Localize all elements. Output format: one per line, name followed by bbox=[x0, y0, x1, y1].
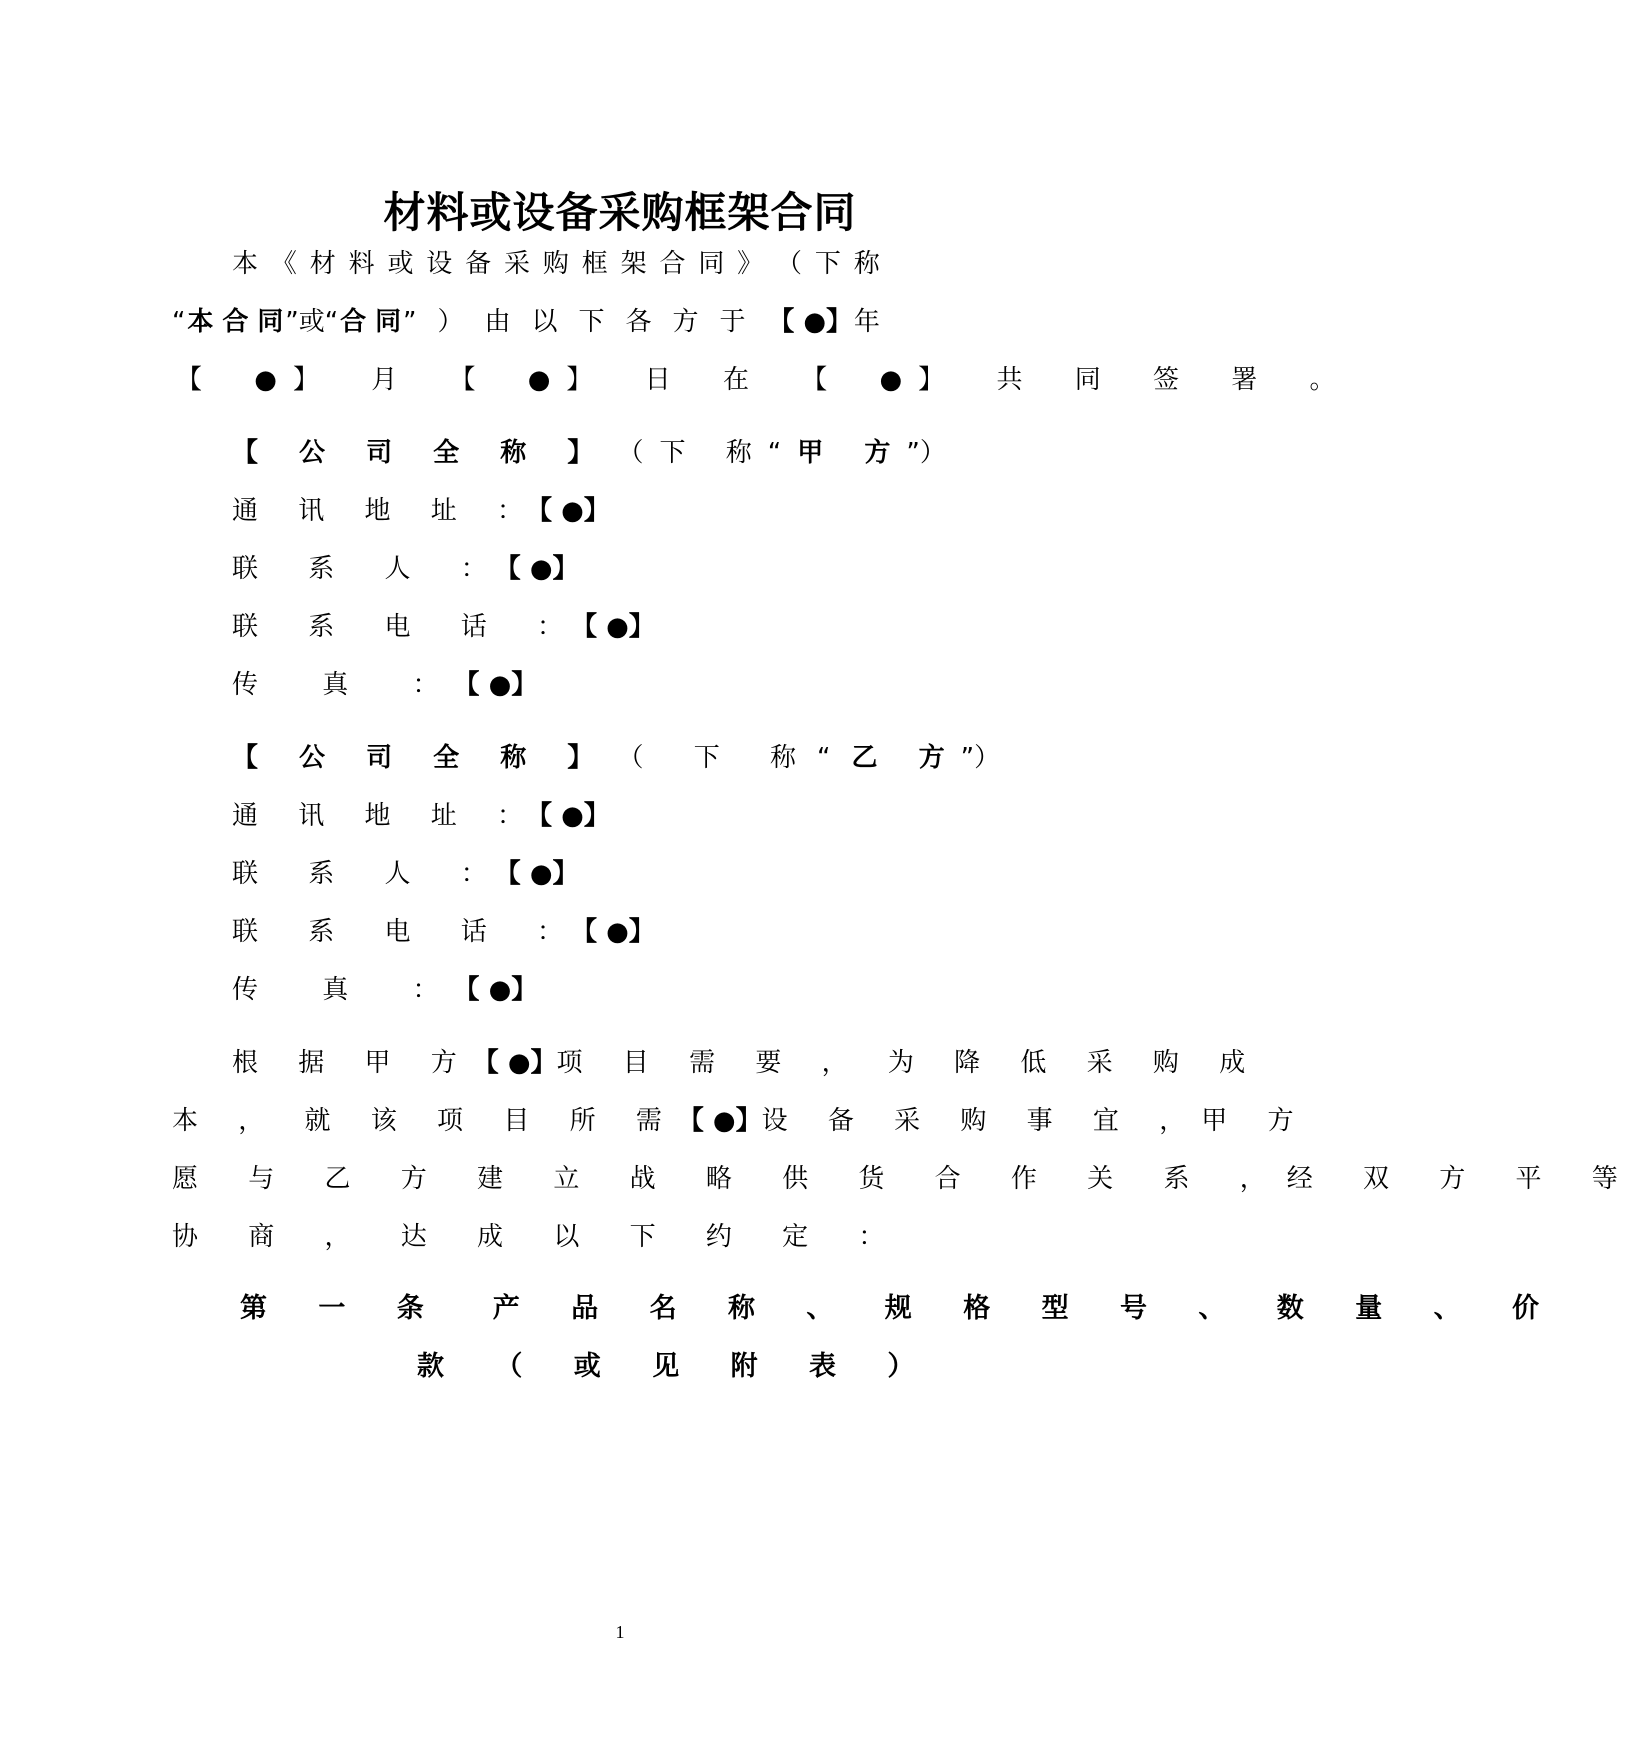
party-a-phone bbox=[232, 609, 655, 645]
fax-label: 传 真 ： bbox=[232, 975, 467, 1005]
fax-label: 传 真 ： bbox=[232, 670, 467, 700]
party-a-address bbox=[232, 493, 610, 529]
recital-line-3 bbox=[172, 1161, 1639, 1197]
preamble-char: 《 bbox=[270, 249, 297, 279]
party-b-contact bbox=[232, 856, 579, 892]
alias-contract: 合 同 bbox=[340, 307, 402, 337]
party-b-alias-suffix: ”） bbox=[960, 743, 1001, 773]
party-a-fax bbox=[232, 667, 537, 703]
fax-value: 【 ●】 bbox=[466, 670, 538, 700]
preamble-char: 架 bbox=[620, 249, 647, 279]
preamble-line-2 bbox=[172, 304, 880, 340]
preamble-char: 称 bbox=[853, 249, 880, 279]
recital-text: 设 备 采 购 事 宜 ，甲 方 bbox=[761, 1106, 1310, 1136]
placeholder-project: 【 ●】 bbox=[472, 1048, 557, 1078]
page-number: 1 bbox=[615, 1622, 625, 1642]
preamble-char: 备 bbox=[465, 249, 492, 279]
preamble-line-3 bbox=[176, 362, 1352, 398]
party-b-alias: 乙 方 bbox=[851, 743, 961, 773]
party-b-alias-prefix: （ 下 称“ bbox=[617, 743, 852, 773]
party-a-alias-suffix: ”） bbox=[906, 438, 946, 468]
recital-text: 本 ， 就 该 项 目 所 需 bbox=[172, 1106, 678, 1136]
preamble-date-text: 【 ●】 月 【 ●】 日 在 【 ●】 共 同 签 署 。 bbox=[176, 365, 1352, 395]
year-label: 年 bbox=[853, 307, 880, 337]
open-quote: “ bbox=[172, 307, 186, 337]
preamble-char: 或 bbox=[387, 249, 414, 279]
preamble-char: 材 bbox=[309, 249, 336, 279]
placeholder-equipment: 【 ●】 bbox=[677, 1106, 762, 1136]
preamble-char: 采 bbox=[504, 249, 531, 279]
address-label: 通 讯 地 址 ： bbox=[232, 801, 540, 831]
preamble-char: 同 bbox=[698, 249, 725, 279]
recital-line-2 bbox=[172, 1103, 1310, 1139]
party-b-fax bbox=[232, 972, 537, 1008]
party-b-address bbox=[232, 798, 610, 834]
contact-label: 联 系 人 ： bbox=[232, 859, 508, 889]
phone-label: 联 系 电 话 ： bbox=[232, 612, 585, 642]
preamble-line-1 bbox=[232, 246, 880, 282]
preamble-char: 本 bbox=[232, 249, 259, 279]
article-1-subtitle: 款 （ 或 见 附 表 ） bbox=[417, 1351, 936, 1382]
recital-text: 项 目 需 要 ， 为 降 低 采 购 成 bbox=[556, 1048, 1262, 1078]
placeholder-year: 【 ●】 bbox=[768, 307, 853, 337]
alias-this-contract: 本 合 同 bbox=[187, 307, 284, 337]
party-a-heading bbox=[232, 435, 946, 471]
recital-line-1 bbox=[232, 1045, 1262, 1081]
preamble-char: 》 bbox=[737, 249, 764, 279]
preamble-char: 合 bbox=[659, 249, 686, 279]
fax-value: 【 ●】 bbox=[466, 975, 538, 1005]
article-1-heading-line-2 bbox=[417, 1348, 935, 1386]
party-a-alias: 甲 方 bbox=[797, 438, 907, 468]
party-a-contact bbox=[232, 551, 579, 587]
article-1-title: 第 一 条 产 品 名 称 、 规 格 型 号 、 数 量 、 价 bbox=[240, 1293, 1560, 1324]
phone-label: 联 系 电 话 ： bbox=[232, 917, 585, 947]
address-label: 通 讯 地 址 ： bbox=[232, 496, 540, 526]
preamble-char: 设 bbox=[426, 249, 453, 279]
article-1-heading-line-1 bbox=[240, 1290, 1560, 1328]
address-value: 【 ●】 bbox=[539, 496, 610, 526]
preamble-text: ”）由以下各方于 bbox=[402, 307, 767, 337]
party-b-heading bbox=[232, 740, 1000, 776]
party-a-name: 【 公 司 全 称 】 bbox=[232, 438, 610, 468]
phone-value: 【 ●】 bbox=[584, 612, 655, 642]
party-b-name: 【 公 司 全 称 】 bbox=[232, 743, 610, 773]
recital-text: 愿 与 乙 方 建 立 战 略 供 货 合 作 关 系 ，经 双 方 平 等 bbox=[172, 1164, 1639, 1194]
preamble-char: 料 bbox=[348, 249, 375, 279]
phone-value: 【 ●】 bbox=[584, 917, 655, 947]
recital-text: 协 商 ， 达 成 以 下 约 定 ： bbox=[172, 1222, 906, 1252]
quote-or: ”或“ bbox=[285, 307, 339, 337]
recital-text: 根 据 甲 方 bbox=[232, 1048, 473, 1078]
preamble-char: 下 bbox=[814, 249, 841, 279]
document-title: 材料或设备采购框架合同 bbox=[383, 188, 857, 237]
party-b-phone bbox=[232, 914, 655, 950]
contact-value: 【 ●】 bbox=[507, 859, 579, 889]
contact-value: 【 ●】 bbox=[507, 554, 579, 584]
preamble-char: 框 bbox=[581, 249, 608, 279]
contact-label: 联 系 人 ： bbox=[232, 554, 508, 584]
recital-line-4 bbox=[172, 1219, 905, 1255]
preamble-char: 购 bbox=[542, 249, 569, 279]
address-value: 【 ●】 bbox=[539, 801, 610, 831]
party-a-alias-prefix: （下 称“ bbox=[617, 438, 798, 468]
preamble-char: （ bbox=[776, 249, 803, 279]
